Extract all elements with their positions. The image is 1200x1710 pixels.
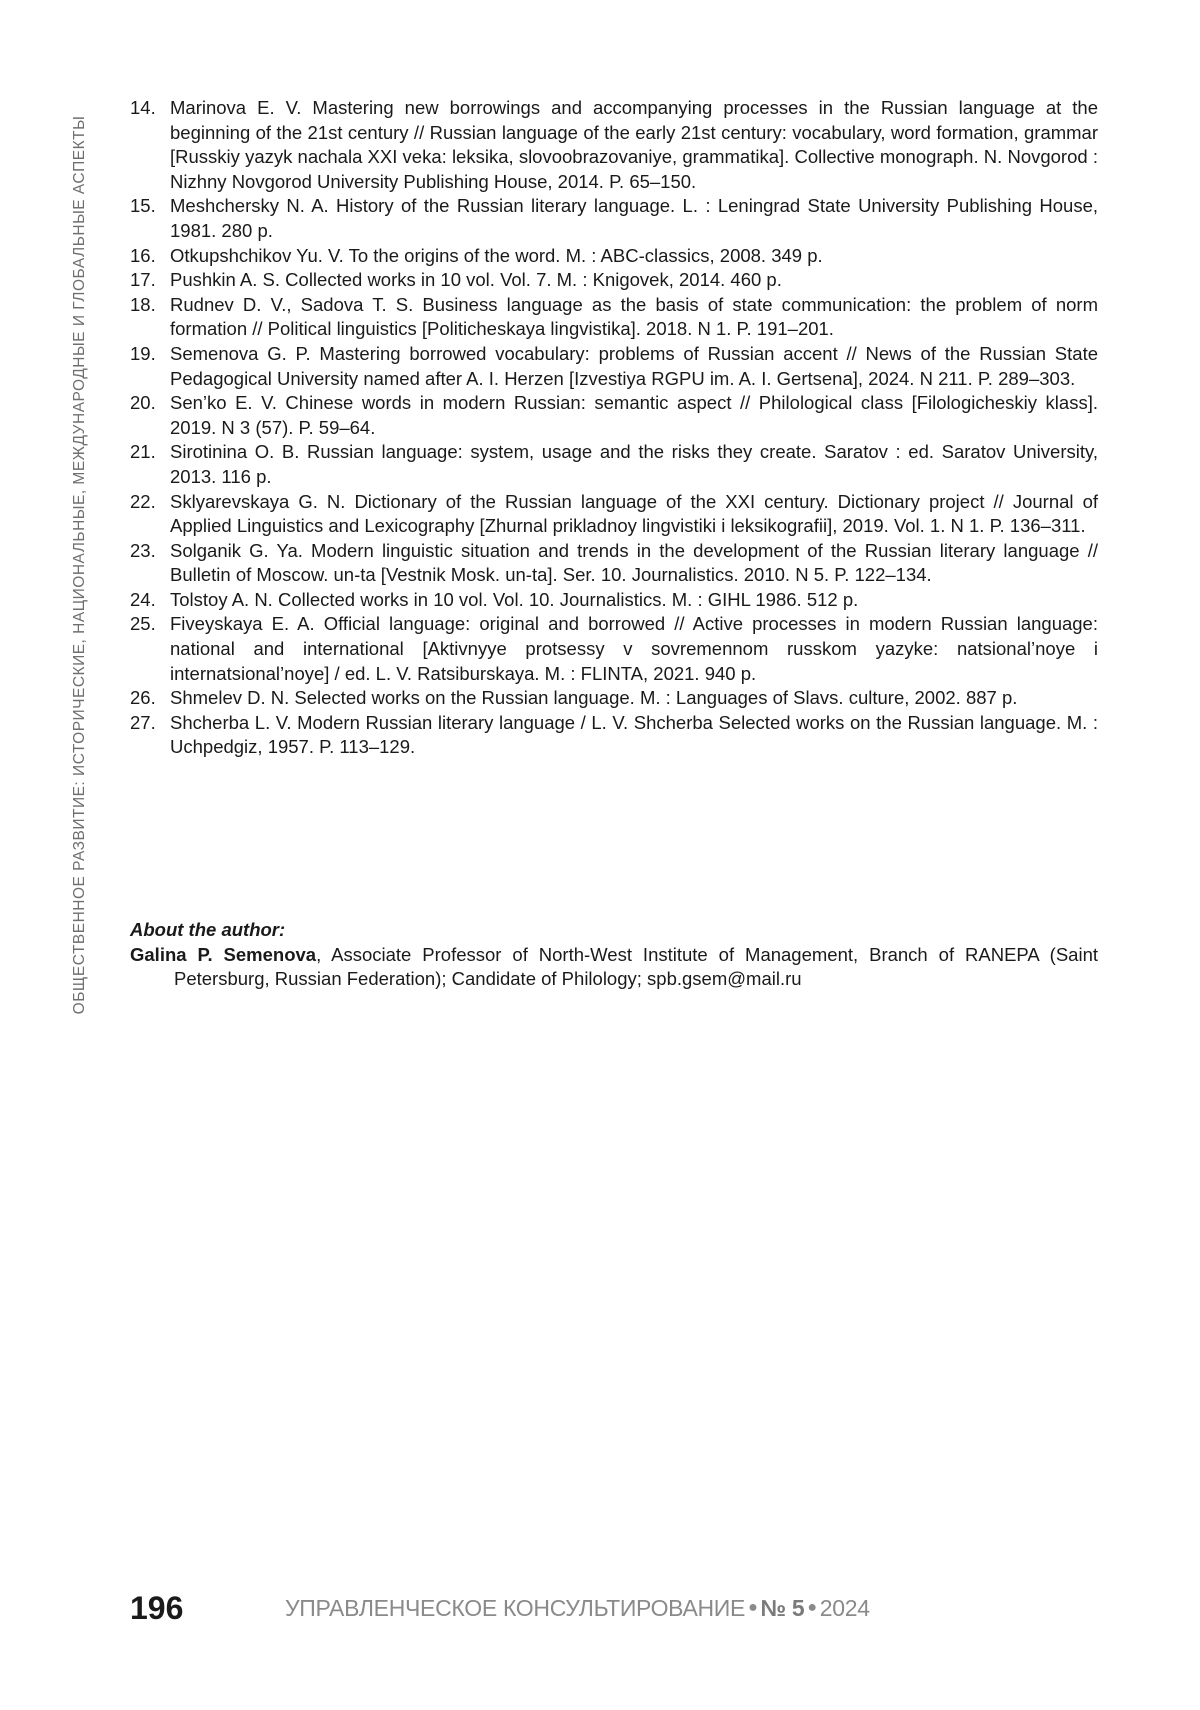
reference-item-18 xyxy=(130,293,1098,342)
issue-year: 2024 xyxy=(820,1595,870,1621)
separator-dot: ● xyxy=(804,1599,819,1616)
reference-text: Solganik G. Ya. Modern linguistic situation and trends in the development of the Russian literary language // Bulletin of Moscow. un-ta [Vestnik Mosk. un-ta]. Ser. 10. Journalistics. 2010. N 5. P. 122–134. xyxy=(170,540,1098,586)
reference-item-24 xyxy=(130,588,1098,613)
reference-text: Semenova G. P. Mastering borrowed vocabulary: problems of Russian accent // News of the Russian State Pedagogical University named after A. I. Herzen [Izvestiya RGPU im. A. I. Gertsena], 2024. N 211. P. 289–303. xyxy=(170,343,1098,389)
reference-number: 15. xyxy=(130,194,156,219)
reference-number: 24. xyxy=(130,588,156,613)
reference-number: 19. xyxy=(130,342,156,367)
reference-text: Rudnev D. V., Sadova T. S. Business language as the basis of state communication: the problem of norm formation // Political linguistics [Politicheskaya lingvistika]. 2018. N 1. P. 191–201. xyxy=(170,294,1098,340)
reference-text: Pushkin A. S. Collected works in 10 vol. Vol. 7. M. : Knigovek, 2014. 460 p. xyxy=(170,269,782,290)
reference-number: 17. xyxy=(130,268,156,293)
journal-title: УПРАВЛЕНЧЕСКОЕ КОНСУЛЬТИРОВАНИЕ xyxy=(285,1595,745,1621)
about-author-heading: About the author: xyxy=(130,918,1098,943)
journal-title-line xyxy=(285,1588,870,1628)
reference-number: 21. xyxy=(130,440,156,465)
reference-text: Fiveyskaya E. A. Official language: original and borrowed // Active processes in modern Russian language: national and international [Aktivnyye protsessy v sovremennom russkom yazyke: natsional’noye i internatsional’noye] / ed. L. V. Ratsiburskaya. M. : FLINTA, 2021. 940 p. xyxy=(170,613,1098,683)
reference-item-25 xyxy=(130,612,1098,686)
reference-text: Sen’ko E. V. Chinese words in modern Russian: semantic aspect // Philological class [Filologicheskiy klass]. 2019. N 3 (57). P. 59–64. xyxy=(170,392,1098,438)
reference-text: Tolstoy A. N. Collected works in 10 vol. Vol. 10. Journalistics. M. : GIHL 1986. 512 p. xyxy=(170,589,858,610)
reference-text: Shcherba L. V. Modern Russian literary language / L. V. Shcherba Selected works on the Russian language. M. : Uchpedgiz, 1957. P. 113–129. xyxy=(170,712,1098,758)
reference-number: 23. xyxy=(130,539,156,564)
page-number: 196 xyxy=(130,1588,183,1628)
issue-number: № 5 xyxy=(760,1595,804,1621)
reference-item-16 xyxy=(130,244,1098,269)
reference-text: Sklyarevskaya G. N. Dictionary of the Russian language of the XXI century. Dictionary project // Journal of Applied Linguistics and Lexicography [Zhurnal prikladnoy lingvistiki i leksikografii], 2019. Vol. 1. N 1. P. 136–311. xyxy=(170,491,1098,537)
reference-item-21 xyxy=(130,440,1098,489)
reference-number: 18. xyxy=(130,293,156,318)
reference-text: Marinova E. V. Mastering new borrowings and accompanying processes in the Russian language at the beginning of the 21st century // Russian language of the early 21st century: vocabulary, word formation, grammar [Russkiy yazyk nachala XXI veka: leksika, slovoobrazovaniye, grammatika]. Collective monograph. N. Novgorod : Nizhny Novgorod University Publishing House, 2014. P. 65–150. xyxy=(170,97,1098,192)
reference-number: 26. xyxy=(130,686,156,711)
reference-text: Sirotinina O. B. Russian language: system, usage and the risks they create. Saratov : ed. Saratov University, 2013. 116 p. xyxy=(170,441,1098,487)
reference-text: Otkupshchikov Yu. V. To the origins of the word. M. : ABC-classics, 2008. 349 p. xyxy=(170,245,823,266)
separator-dot: ● xyxy=(745,1599,760,1616)
about-author-section xyxy=(130,918,1098,992)
reference-number: 20. xyxy=(130,391,156,416)
reference-list xyxy=(130,96,1098,760)
reference-item-26 xyxy=(130,686,1098,711)
reference-item-23 xyxy=(130,539,1098,588)
reference-text: Shmelev D. N. Selected works on the Russian language. M. : Languages of Slavs. culture, 2002. 887 p. xyxy=(170,687,1017,708)
reference-number: 25. xyxy=(130,612,156,637)
reference-number: 27. xyxy=(130,711,156,736)
reference-number: 16. xyxy=(130,244,156,269)
side-banner: ОБЩЕСТВЕННОЕ РАЗВИТИЕ: ИСТОРИЧЕСКИЕ, НАЦИОНАЛЬНЫЕ, МЕЖДУНАРОДНЫЕ И ГЛОБАЛЬНЫЕ АСПЕКТЫ xyxy=(65,65,95,1065)
reference-number: 22. xyxy=(130,490,156,515)
reference-item-14 xyxy=(130,96,1098,194)
reference-item-15 xyxy=(130,194,1098,243)
author-bio xyxy=(130,943,1098,992)
reference-item-27 xyxy=(130,711,1098,760)
author-name: Galina P. Semenova xyxy=(130,944,316,965)
reference-item-20 xyxy=(130,391,1098,440)
reference-item-19 xyxy=(130,342,1098,391)
author-description: , Associate Professor of North-West Institute of Management, Branch of RANEPA (Saint Petersburg, Russian Federation); Candidate of Philology; spb.gsem@mail.ru xyxy=(174,944,1098,990)
reference-item-17 xyxy=(130,268,1098,293)
page-footer xyxy=(130,1588,1098,1628)
reference-number: 14. xyxy=(130,96,156,121)
reference-text: Meshchersky N. A. History of the Russian literary language. L. : Leningrad State University Publishing House, 1981. 280 p. xyxy=(170,195,1098,241)
reference-item-22 xyxy=(130,490,1098,539)
